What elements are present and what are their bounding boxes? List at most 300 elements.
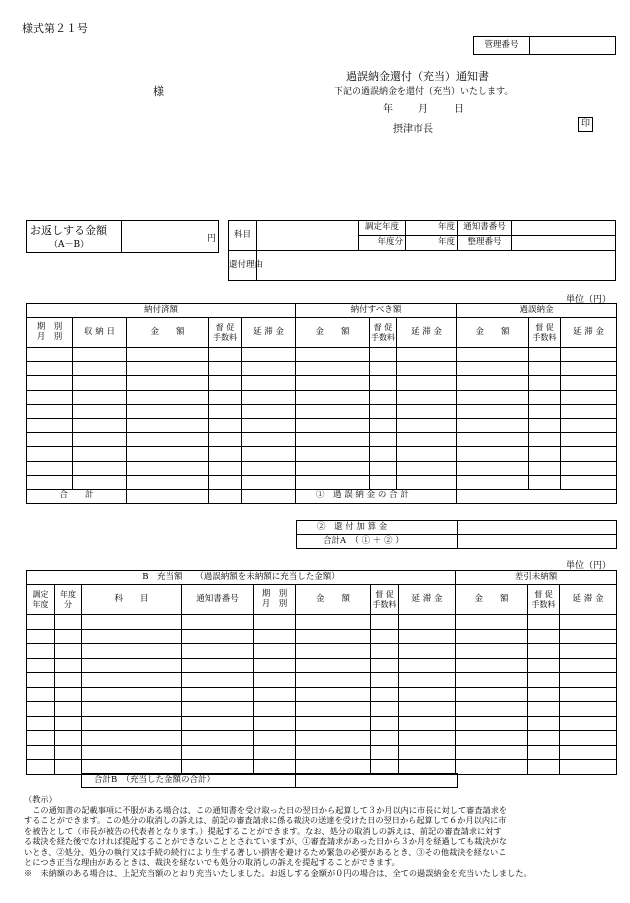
kanpu-riyu-value — [257, 251, 616, 281]
payment-table-cell — [561, 348, 617, 362]
juto-table-row — [27, 658, 617, 673]
juto-table-cell — [82, 702, 182, 717]
th-entai-1: 延 滞 金 — [242, 318, 296, 348]
document-title: 過誤納金還付（充当）通知書 — [346, 70, 489, 83]
juto-table-cell — [27, 731, 55, 746]
payment-table-cell — [370, 461, 397, 475]
juto-table-cell — [55, 716, 82, 731]
juto-table-cell — [399, 629, 456, 644]
payment-table-cell — [73, 475, 127, 489]
payment-table-cell — [457, 362, 529, 376]
payment-table-cell — [73, 447, 127, 461]
group-nofu-zumi: 納付済額 — [27, 304, 296, 318]
payment-table-cell — [127, 418, 209, 432]
th-kingaku-1: 金 額 — [127, 318, 209, 348]
juto-table-cell — [371, 745, 399, 760]
th-entai-s: 延 滞 金 — [560, 585, 617, 615]
juto-table-row — [27, 687, 617, 702]
notes-asterisk-line: ※ 未納額のある場合は、上記充当額のとおり充当いたしました。お返しする金額が０円の場合は、全ての過誤納金を充当いたしました。 — [24, 867, 532, 878]
juto-table-cell — [27, 629, 55, 644]
payment-table-cell — [296, 433, 370, 447]
th-tsuchisho-no: 通知書番号 — [182, 585, 254, 615]
juto-table-cell — [399, 745, 456, 760]
payment-table-cell — [127, 362, 209, 376]
kanpu-riyu-label: 還付理由 — [229, 251, 257, 281]
juto-table-cell — [82, 644, 182, 659]
juto-table-cell — [82, 615, 182, 630]
th-entai-b: 延 滞 金 — [399, 585, 456, 615]
juto-table-cell — [27, 745, 55, 760]
juto-table-row — [27, 615, 617, 630]
juto-table-cell — [399, 760, 456, 775]
payment-table-cell — [209, 418, 242, 432]
juto-table-cell — [456, 731, 528, 746]
payment-table-cell — [370, 447, 397, 461]
unit-label-2: 単位（円） — [566, 561, 612, 571]
juto-table-cell — [55, 644, 82, 659]
juto-table-cell — [399, 716, 456, 731]
th-kamoku: 科 目 — [82, 585, 182, 615]
chotei-nendo-unit: 年度 — [406, 221, 458, 236]
seal-mark: 印 — [578, 117, 593, 132]
juto-table-cell — [182, 745, 254, 760]
payment-table-cell — [457, 433, 529, 447]
juto-table-cell — [27, 615, 55, 630]
payment-table-cell — [397, 376, 457, 390]
juto-table-cell — [371, 629, 399, 644]
kanri-number-box — [473, 36, 616, 55]
juto-table-cell — [371, 687, 399, 702]
payment-table-cell — [27, 418, 73, 432]
juto-table-cell — [82, 745, 182, 760]
total-tokusoku — [209, 489, 242, 503]
payment-table-cell — [397, 390, 457, 404]
juto-table-cell — [371, 702, 399, 717]
juto-table-row — [27, 716, 617, 731]
payment-table-cell — [370, 348, 397, 362]
juto-table-row — [27, 731, 617, 746]
sum2-value — [458, 521, 617, 535]
nendo-bun-label: 年度分 — [359, 236, 406, 251]
payment-table-cell — [242, 433, 296, 447]
juto-table-cell — [82, 673, 182, 688]
payment-table-cell — [457, 475, 529, 489]
notes-line: この通知書の記載事項に不服がある場合は、この通知書を受け取った日の翌日から起算して３か月以内に市長に対して審査請求を — [24, 804, 508, 815]
juto-table-cell — [27, 687, 55, 702]
juto-table-cell — [55, 658, 82, 673]
refund-amount-box — [26, 220, 219, 253]
payment-table-cell — [27, 376, 73, 390]
kanri-number-label: 管理番号 — [474, 37, 530, 55]
payment-table-cell — [397, 433, 457, 447]
notes-line: することができます。この処分の取消しの訴えは、前記の審査請求に係る裁決の送達を受けた日の翌日から起算して６か月以内に市 — [24, 815, 507, 825]
juto-table-cell — [55, 731, 82, 746]
payment-table-row — [27, 461, 617, 475]
juto-table-row — [27, 745, 617, 760]
juto-table-row — [27, 760, 617, 775]
notes-line: いとき、②処分、処分の執行又は手続の続行により生ずる著しい損害を避けるため緊急の必要があるとき、③その他裁決を経ないこ — [24, 846, 507, 857]
payment-table-cell — [73, 390, 127, 404]
juto-table-cell — [82, 629, 182, 644]
info-table — [228, 220, 616, 281]
juto-table-cell — [27, 702, 55, 717]
th-tokusoku-3: 督 促 手数料 — [529, 318, 561, 348]
seiri-no-value — [512, 236, 616, 251]
refund-sub-label: （A－B） — [49, 240, 90, 250]
payment-table-cell — [27, 348, 73, 362]
juto-table-cell — [456, 687, 528, 702]
unit-label-1: 単位（円） — [566, 295, 612, 305]
sum2-label: ② 還 付 加 算 金 — [297, 521, 458, 535]
payment-table-cell — [209, 475, 242, 489]
juto-table-cell — [560, 687, 617, 702]
juto-table-cell — [528, 716, 560, 731]
th-kingaku-s: 金 額 — [456, 585, 528, 615]
juto-table-cell — [182, 658, 254, 673]
group-b-juto: B 充当額 （過誤納額を未納額に充当した金額） — [27, 571, 456, 585]
payment-table-cell — [242, 376, 296, 390]
juto-table-cell — [182, 731, 254, 746]
juto-table-cell — [254, 731, 296, 746]
sumA-label: 合計A （ ① ＋ ② ） — [297, 535, 458, 549]
juto-table-cell — [296, 629, 371, 644]
th-entai-2: 延 滞 金 — [397, 318, 457, 348]
refund-unit: 円 — [207, 234, 217, 244]
sumB-label: 合計B （充当した金額の合計） — [82, 774, 296, 788]
juto-table-cell — [55, 673, 82, 688]
payment-table-cell — [397, 362, 457, 376]
payment-table-cell — [73, 404, 127, 418]
chotei-nendo-label: 調定年度 — [359, 221, 406, 236]
juto-table-cell — [456, 673, 528, 688]
juto-table-cell — [296, 702, 371, 717]
payment-table-cell — [397, 475, 457, 489]
juto-table-cell — [456, 760, 528, 775]
juto-table-cell — [27, 716, 55, 731]
juto-table-cell — [254, 760, 296, 775]
juto-table-cell — [456, 629, 528, 644]
th-nendo-bun: 年度 分 — [55, 585, 82, 615]
payment-table-cell — [27, 362, 73, 376]
juto-table-cell — [371, 658, 399, 673]
refund-divider — [121, 220, 122, 253]
payment-table-cell — [296, 376, 370, 390]
juto-table-cell — [182, 702, 254, 717]
th-shuno-bi: 収 納 日 — [73, 318, 127, 348]
juto-table-cell — [560, 629, 617, 644]
juto-table-cell — [560, 673, 617, 688]
juto-table-cell — [399, 687, 456, 702]
payment-table-cell — [209, 404, 242, 418]
juto-table-cell — [296, 658, 371, 673]
payment-table-cell — [73, 362, 127, 376]
payment-table-cell — [561, 404, 617, 418]
th-kibetsu-2: 期 別 月 別 — [254, 585, 296, 615]
juto-table-cell — [296, 615, 371, 630]
juto-table-cell — [254, 745, 296, 760]
payment-table-cell — [370, 433, 397, 447]
total-entai — [242, 489, 296, 503]
date-month: 月 — [418, 104, 428, 115]
juto-table-cell — [296, 644, 371, 659]
payment-table-cell — [209, 390, 242, 404]
th-entai-3: 延 滞 金 — [561, 318, 617, 348]
payment-table-cell — [27, 404, 73, 418]
juto-table-cell — [254, 687, 296, 702]
juto-table-cell — [456, 644, 528, 659]
payment-table-cell — [242, 362, 296, 376]
juto-table-cell — [82, 716, 182, 731]
juto-table-cell — [182, 644, 254, 659]
payment-table-cell — [457, 461, 529, 475]
payment-table — [26, 303, 617, 504]
juto-table-cell — [296, 731, 371, 746]
payment-table-cell — [296, 418, 370, 432]
payment-table-cell — [529, 362, 561, 376]
th-kingaku-b: 金 額 — [296, 585, 371, 615]
tsuchisho-no-value — [512, 221, 616, 236]
juto-table-cell — [399, 731, 456, 746]
juto-table-cell — [399, 615, 456, 630]
payment-table-cell — [296, 461, 370, 475]
total-kingaku — [127, 489, 209, 503]
payment-table-cell — [127, 390, 209, 404]
group-nofu-subeki: 納付すべき額 — [296, 304, 457, 318]
payment-table-cell — [529, 390, 561, 404]
date-year: 年 — [383, 104, 393, 115]
juto-table-cell — [528, 615, 560, 630]
payment-table-row — [27, 418, 617, 432]
juto-table-cell — [182, 716, 254, 731]
payment-table-cell — [529, 418, 561, 432]
notes-heading: （教示） — [24, 794, 57, 804]
payment-table-cell — [397, 404, 457, 418]
juto-table-cell — [254, 658, 296, 673]
juto-table-cell — [55, 687, 82, 702]
payment-table-cell — [370, 376, 397, 390]
juto-table-cell — [371, 644, 399, 659]
refund-label: お返しする金額 — [30, 224, 107, 237]
juto-table-cell — [55, 629, 82, 644]
payment-table-cell — [242, 447, 296, 461]
kamoku-value — [257, 221, 359, 251]
payment-table-cell — [457, 404, 529, 418]
payment-table-row — [27, 376, 617, 390]
juto-table-cell — [371, 760, 399, 775]
payment-table-cell — [370, 390, 397, 404]
tsuchisho-no-label: 通知書番号 — [458, 221, 512, 236]
summary-table — [296, 520, 617, 549]
payment-table-cell — [27, 390, 73, 404]
payment-table-cell — [529, 461, 561, 475]
juto-table-cell — [182, 687, 254, 702]
kamoku-label: 科目 — [229, 221, 257, 251]
notes-line: る裁決を経た後でなければ提起することができないこととされていますが、①審査請求があった日から３か月を経過しても裁決がな — [24, 836, 507, 846]
juto-table-cell — [27, 760, 55, 775]
kanri-number-value — [530, 37, 616, 55]
juto-table-cell — [560, 716, 617, 731]
juto-table-cell — [528, 673, 560, 688]
payment-table-cell — [397, 461, 457, 475]
payment-table-cell — [127, 376, 209, 390]
payment-table-cell — [27, 447, 73, 461]
juto-table-cell — [528, 658, 560, 673]
juto-table-cell — [254, 644, 296, 659]
notes-line: を被告として（市長が被告の代表者となります。）提起することができます。なお、処分の取消しの訴えは、前記の審査請求に対す — [24, 825, 502, 836]
payment-table-cell — [529, 447, 561, 461]
juto-table-cell — [296, 687, 371, 702]
juto-table-cell — [560, 644, 617, 659]
juto-table-cell — [399, 658, 456, 673]
form-number: 様式第２１号 — [22, 22, 88, 35]
th-kingaku-2: 金 額 — [296, 318, 370, 348]
juto-table-cell — [528, 687, 560, 702]
juto-table-cell — [528, 731, 560, 746]
payment-table-cell — [561, 475, 617, 489]
payment-table-cell — [73, 376, 127, 390]
juto-table-cell — [27, 644, 55, 659]
juto-table-cell — [82, 731, 182, 746]
payment-table-cell — [529, 348, 561, 362]
th-chotei-nendo: 調定 年度 — [27, 585, 55, 615]
payment-table-cell — [561, 376, 617, 390]
juto-table-cell — [456, 716, 528, 731]
juto-table-cell — [456, 658, 528, 673]
payment-table-cell — [73, 461, 127, 475]
payment-table-cell — [397, 447, 457, 461]
payment-table-cell — [73, 348, 127, 362]
th-tokusoku-1: 督 促 手数料 — [209, 318, 242, 348]
payment-table-cell — [242, 390, 296, 404]
payment-table-cell — [457, 390, 529, 404]
total-row-label: 合 計 — [27, 489, 127, 503]
group-sashihiki: 差引未納額 — [456, 571, 617, 585]
juto-table-cell — [371, 731, 399, 746]
payment-table-cell — [209, 461, 242, 475]
juto-table-row — [27, 644, 617, 659]
th-tokusoku-s: 督 促 手数料 — [528, 585, 560, 615]
payment-table-row — [27, 390, 617, 404]
seiri-no-label: 整理番号 — [458, 236, 512, 251]
payment-table-cell — [73, 433, 127, 447]
payment-table-cell — [529, 433, 561, 447]
juto-table-cell — [560, 760, 617, 775]
payment-table-cell — [370, 362, 397, 376]
juto-table — [26, 570, 617, 775]
payment-table-row — [27, 362, 617, 376]
juto-table-cell — [296, 716, 371, 731]
group-kago-nokin: 過誤納金 — [457, 304, 617, 318]
juto-table-cell — [82, 687, 182, 702]
notes-line: とにつき正当な理由があるときは、裁決を経ないでも処分の取消しの訴えを提起することができます。 — [24, 857, 400, 867]
payment-table-cell — [296, 475, 370, 489]
juto-table-cell — [254, 615, 296, 630]
juto-table-cell — [182, 760, 254, 775]
payment-table-cell — [561, 461, 617, 475]
payment-table-cell — [209, 433, 242, 447]
payment-table-cell — [127, 447, 209, 461]
payment-table-cell — [127, 348, 209, 362]
payment-table-cell — [561, 447, 617, 461]
payment-table-cell — [561, 390, 617, 404]
payment-table-cell — [209, 376, 242, 390]
payment-table-cell — [529, 376, 561, 390]
juto-table-cell — [456, 615, 528, 630]
juto-table-cell — [296, 673, 371, 688]
payment-table-cell — [370, 475, 397, 489]
payment-table-cell — [242, 475, 296, 489]
intro-text: 下記の過誤納金を還付（充当）いたします。 — [334, 87, 514, 97]
nendo-bun-unit: 年度 — [406, 236, 458, 251]
juto-table-cell — [399, 644, 456, 659]
payment-table-cell — [561, 418, 617, 432]
juto-table-cell — [528, 629, 560, 644]
juto-table-cell — [528, 760, 560, 775]
juto-table-cell — [528, 644, 560, 659]
payment-table-cell — [561, 433, 617, 447]
payment-table-cell — [529, 404, 561, 418]
juto-table-cell — [27, 673, 55, 688]
payment-table-cell — [296, 447, 370, 461]
payment-table-cell — [27, 461, 73, 475]
juto-table-cell — [27, 658, 55, 673]
juto-table-cell — [254, 716, 296, 731]
sum1-label: ① 過 誤 納 金 の 合 計 — [296, 489, 457, 503]
sumA-value — [458, 535, 617, 549]
juto-table-cell — [182, 629, 254, 644]
date-day: 日 — [454, 104, 464, 115]
sum1-value — [457, 489, 617, 503]
juto-table-cell — [560, 702, 617, 717]
juto-table-cell — [55, 702, 82, 717]
payment-table-cell — [457, 447, 529, 461]
payment-table-cell — [27, 475, 73, 489]
juto-table-row — [27, 673, 617, 688]
juto-table-cell — [82, 658, 182, 673]
payment-table-cell — [457, 376, 529, 390]
payment-table-cell — [370, 404, 397, 418]
juto-table-cell — [371, 673, 399, 688]
juto-table-cell — [182, 615, 254, 630]
payment-table-cell — [127, 461, 209, 475]
th-tokusoku-2: 督 促 手数料 — [370, 318, 397, 348]
juto-table-cell — [254, 702, 296, 717]
mayor-name: 摂津市長 — [393, 124, 433, 135]
juto-table-cell — [528, 745, 560, 760]
juto-table-row — [27, 629, 617, 644]
th-kingaku-3: 金 額 — [457, 318, 529, 348]
payment-table-row — [27, 404, 617, 418]
sumB-value — [296, 774, 458, 788]
juto-table-cell — [254, 629, 296, 644]
juto-table-row — [27, 702, 617, 717]
payment-table-cell — [296, 348, 370, 362]
payment-table-cell — [73, 418, 127, 432]
payment-table-cell — [296, 362, 370, 376]
juto-table-cell — [560, 731, 617, 746]
juto-table-cell — [560, 615, 617, 630]
payment-table-cell — [370, 418, 397, 432]
payment-table-cell — [209, 348, 242, 362]
juto-table-cell — [296, 760, 371, 775]
payment-table-cell — [242, 461, 296, 475]
payment-table-cell — [209, 362, 242, 376]
juto-table-cell — [254, 673, 296, 688]
instruction-notes — [24, 794, 620, 878]
payment-table-cell — [242, 404, 296, 418]
payment-table-cell — [457, 418, 529, 432]
th-kibetsu: 期 別 月 別 — [27, 318, 73, 348]
